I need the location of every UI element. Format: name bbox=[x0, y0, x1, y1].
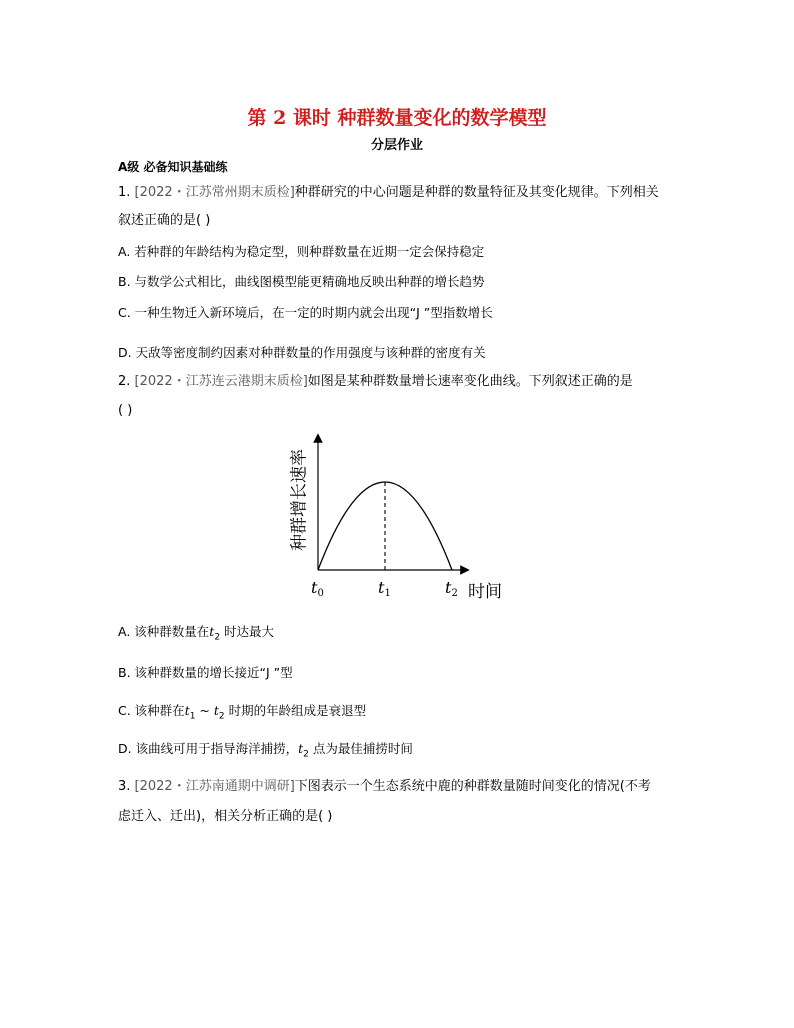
q2-option-d: D. 该曲线可用于指导海洋捕捞，$t_2$ 点为最佳捕捞时间 bbox=[118, 741, 413, 760]
q3-stem-line1 bbox=[118, 778, 651, 796]
q1-option-c: C. 一种生物迁入新环境后，在一定的时期内就会出现“J ”型指数增长 bbox=[118, 305, 493, 320]
q2-stem-line2: ( ) bbox=[118, 403, 133, 418]
page-subtitle: 分层作业 bbox=[370, 138, 423, 153]
x-tick-label: t2 bbox=[445, 578, 458, 599]
q1-stem-line2: 叙述正确的是( ) bbox=[118, 213, 211, 228]
q3-stem-line2: 虑迁入、迁出)，相关分析正确的是( ) bbox=[118, 809, 333, 824]
q2-stem-line1 bbox=[118, 373, 633, 391]
x-tick-label: t0 bbox=[311, 578, 324, 599]
y-axis-label: 种群增长速率 bbox=[289, 449, 310, 551]
q1-option-a: A. 若种群的年龄结构为稳定型，则种群数量在近期一定会保持稳定 bbox=[118, 244, 485, 259]
q2-stem-text: 如图是某种群数量增长速率变化曲线。下列叙述正确的是 bbox=[307, 374, 633, 389]
q2-option-a: A. 该种群数量在$t_2$ 时达最大 bbox=[118, 624, 275, 643]
x-tick-label: t1 bbox=[378, 578, 391, 599]
q1-stem-text: 种群研究的中心问题是种群的数量特征及其变化规律。下列相关 bbox=[294, 185, 659, 200]
q2-option-b: B. 该种群数量的增长接近“J ”型 bbox=[118, 665, 293, 680]
q3-number: 3. bbox=[118, 779, 131, 794]
q1-option-b: B. 与数学公式相比，曲线图模型能更精确地反映出种群的增长趋势 bbox=[118, 274, 485, 289]
q2-option-c: C. 该种群在$t_1$ ~ $t_2$ 时期的年龄组成是衰退型 bbox=[118, 703, 367, 722]
q2-source: [2022・江苏连云港期末质检] bbox=[134, 374, 308, 389]
q1-source: [2022・江苏常州期末质检] bbox=[134, 185, 295, 200]
page-title: 第 2 课时 种群数量变化的数学模型 bbox=[247, 107, 547, 129]
q3-stem-text: 下图表示一个生态系统中鹿的种群数量随时间变化的情况(不考 bbox=[294, 779, 651, 794]
section-level-heading: A级 必备知识基础练 bbox=[118, 160, 228, 174]
q1-number: 1. bbox=[118, 185, 131, 200]
growth-rate-chart bbox=[280, 430, 520, 605]
q1-stem-line1 bbox=[118, 184, 659, 202]
q2-number: 2. bbox=[118, 374, 131, 389]
q1-option-d: D. 天敌等密度制约因素对种群数量的作用强度与该种群的密度有关 bbox=[118, 345, 486, 360]
x-axis-label: 时间 bbox=[468, 582, 502, 602]
q3-source: [2022・江苏南通期中调研] bbox=[134, 779, 295, 794]
